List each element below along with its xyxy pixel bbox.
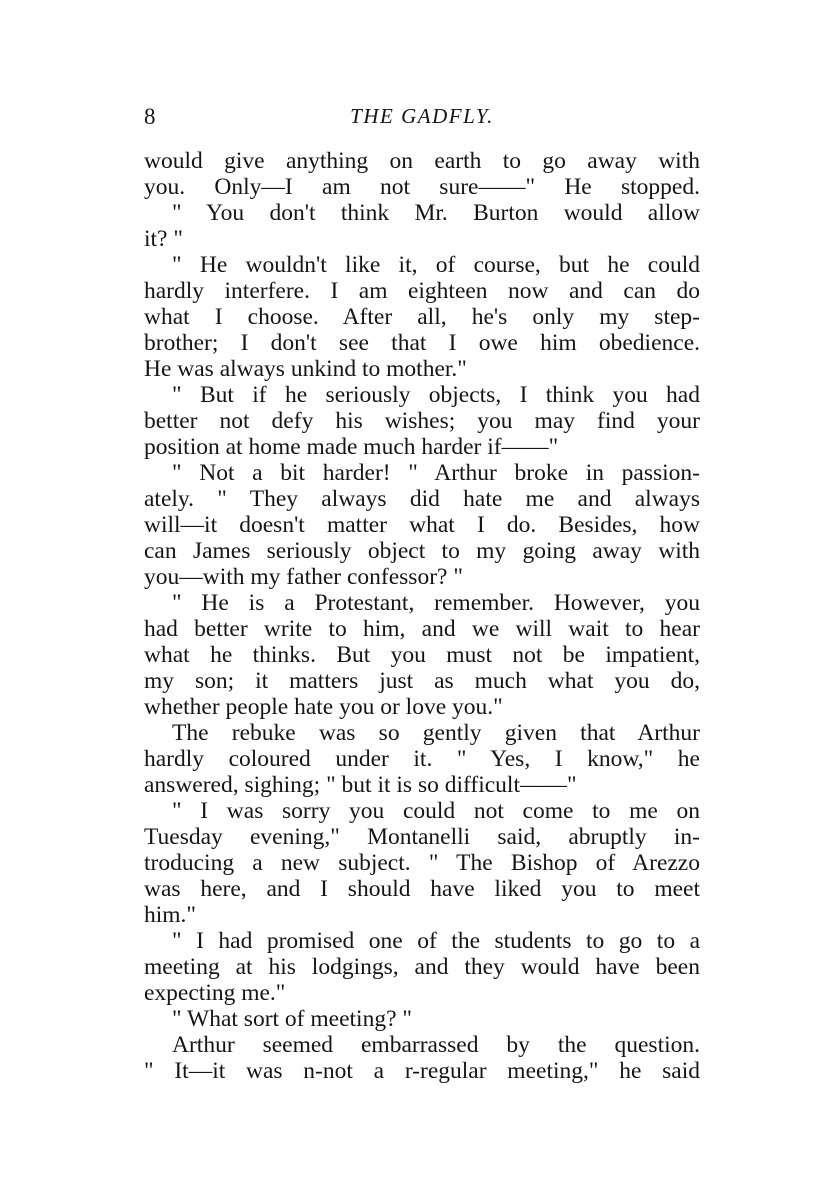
page-header [144,104,700,134]
text-line: " It—it was n-not a r-regular meeting," he said [144,1058,700,1084]
text-line: whether people hate you or love you." [144,694,503,720]
text-line: what I choose. After all, he's only my step- [144,304,700,330]
text-line: you. Only—I am not sure——" He stopped. [144,174,700,200]
text-line: " You don't think Mr. Burton would allow [172,200,700,226]
text-line: " I was sorry you could not come to me on [172,798,700,824]
text-line: He was always unkind to mother." [144,356,467,382]
text-line: position at home made much harder if——" [144,434,559,460]
text-line: " But if he seriously objects, I think you had [172,382,700,408]
running-title: THE GADFLY. [350,104,494,128]
text-line: " What sort of meeting? " [172,1006,412,1032]
text-line: " I had promised one of the students to go to a [172,928,700,954]
text-line: brother; I don't see that I owe him obedience. [144,330,700,356]
text-line: Arthur seemed embarrassed by the question. [172,1032,700,1058]
text-line: it? " [144,226,183,252]
page-number: 8 [144,104,156,129]
text-line: what he thinks. But you must not be impatient, [144,642,700,668]
text-line: ately. " They always did hate me and always [144,486,700,512]
text-line: answered, sighing; " but it is so difficult——" [144,772,577,798]
text-line: better not defy his wishes; you may find your [144,408,700,434]
text-line: was here, and I should have liked you to meet [144,876,700,902]
body-text [144,148,700,1084]
text-line: had better write to him, and we will wait to hear [144,616,700,642]
text-line: will—it doesn't matter what I do. Besides, how [144,512,700,538]
text-line: can James seriously object to my going away with [144,538,700,564]
text-line: " He is a Protestant, remember. However, you [172,590,700,616]
text-line: my son; it matters just as much what you do, [144,668,700,694]
text-line: " He wouldn't like it, of course, but he could [172,252,700,278]
text-line: The rebuke was so gently given that Arthur [172,720,700,746]
text-line: troducing a new subject. " The Bishop of Arezzo [144,850,700,876]
text-line: " Not a bit harder! " Arthur broke in passion- [172,460,700,486]
text-line: hardly coloured under it. " Yes, I know," he [144,746,700,772]
text-line: meeting at his lodgings, and they would have been [144,954,700,980]
text-line: him." [144,902,197,928]
text-line: would give anything on earth to go away with [144,148,700,174]
text-line: you—with my father confessor? " [144,564,463,590]
text-line: expecting me." [144,980,286,1006]
text-line: hardly interfere. I am eighteen now and can do [144,278,700,304]
text-line: Tuesday evening," Montanelli said, abruptly in- [144,824,700,850]
